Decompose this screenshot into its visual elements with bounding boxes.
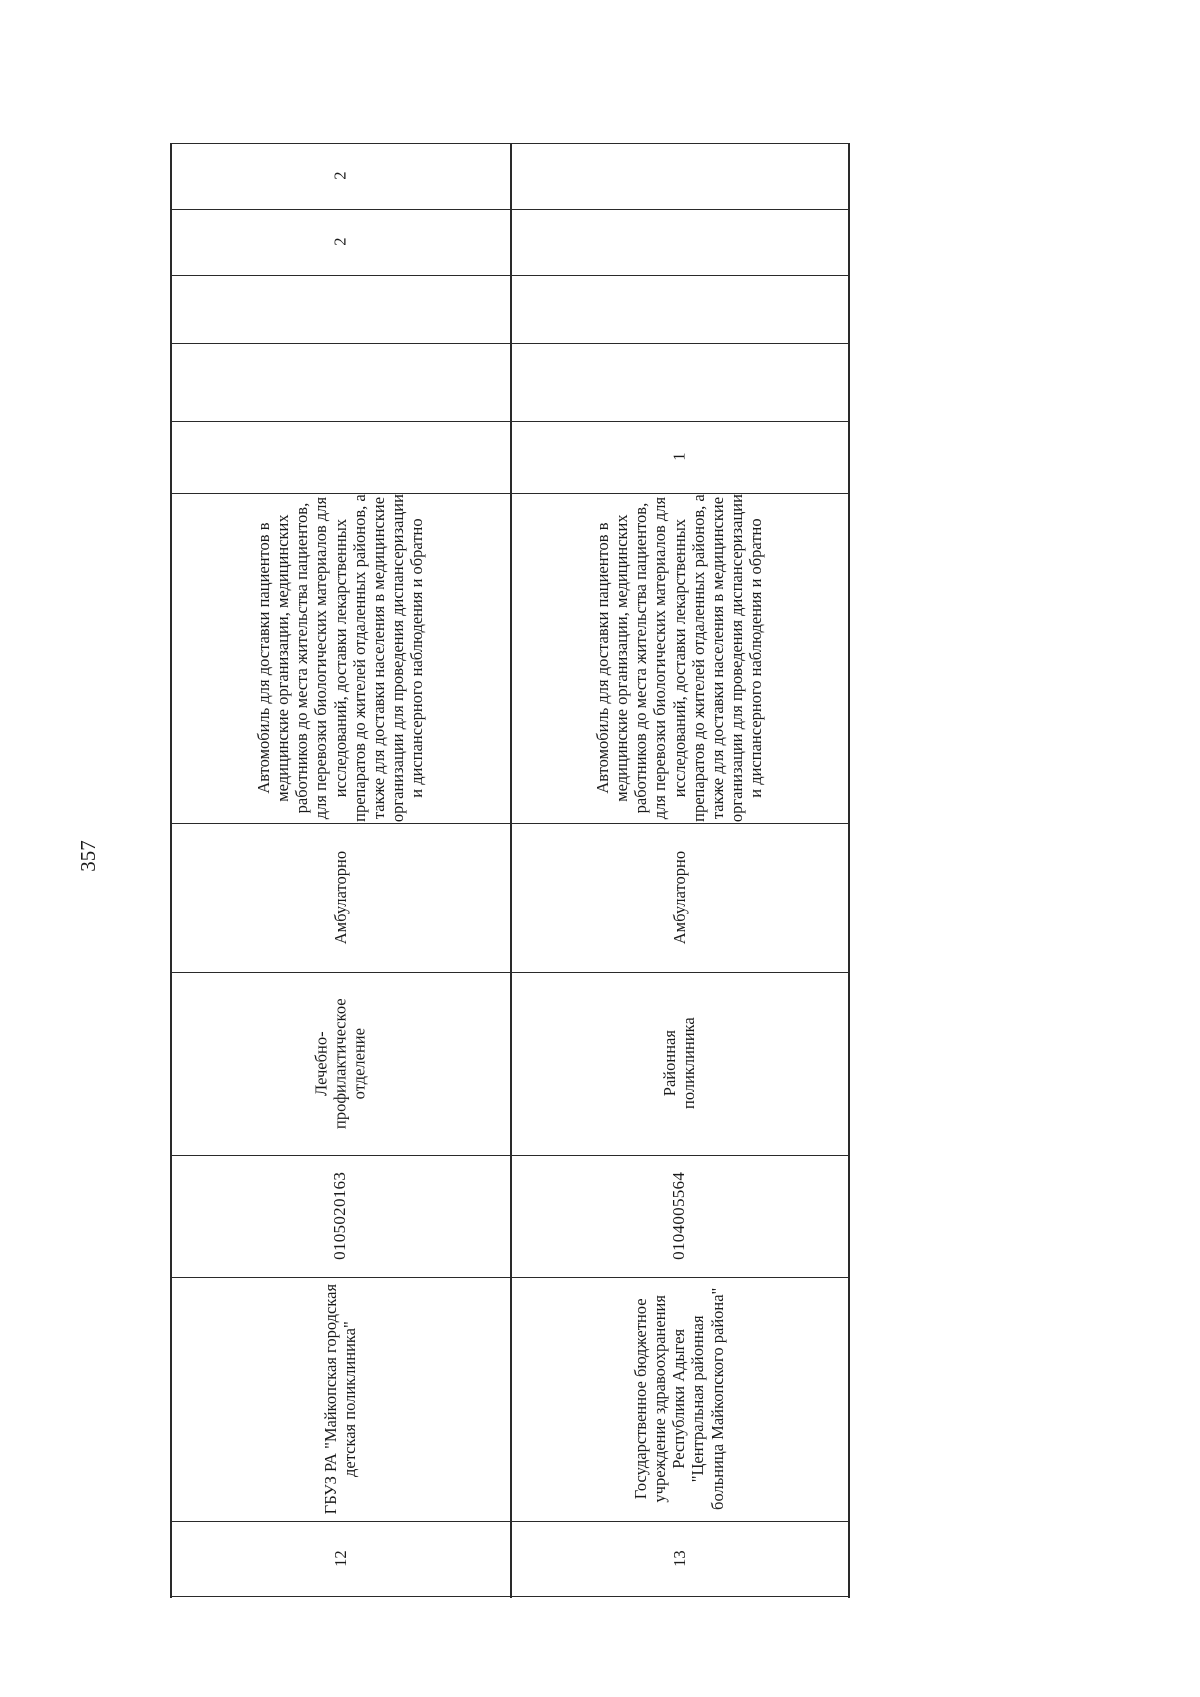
row-number: 13 [669,1550,689,1567]
row-number: 12 [330,1550,350,1567]
quantity-cell: 2 [330,237,350,247]
page-number: 357 [76,840,100,872]
quantity-cell: 2 [330,171,350,181]
organization-name: Государственное бюджетное учреждение здравоохранения Республики Адыгея "Центральная районная больница Майкопского района" [631,1287,727,1511]
organization-name: ГБУЗ РА "Майкопская городская детская поликлиника" [320,1283,359,1515]
organization-code: 0104005564 [669,1172,689,1260]
organization-code: 0105020163 [330,1172,350,1260]
department-name: Районная поликлиника [659,1017,698,1110]
vehicle-description: Автомобиль для доставки пациентов в медицинские организации, медицинских работников до места жительства пациентов, для перевозки биологических материалов для исследований, доставки лекарственных препаратов до жителей отдаленных районов, а также для доставки населения в медицинские организации для проведения диспансеризации и диспансерного наблюдения и обратно [592,493,765,823]
care-conditions: Амбулаторно [330,850,350,945]
care-conditions: Амбулаторно [669,850,689,945]
quantity-cell: 1 [669,452,689,462]
vehicle-description: Автомобиль для доставки пациентов в медицинские организации, медицинских работников до места жительства пациентов, для перевозки биологических материалов для исследований, доставки лекарственных препаратов до жителей отдаленных районов, а также для доставки населения в медицинские организации для проведения диспансеризации и диспансерного наблюдения и обратно [253,493,426,823]
data-table [170,143,850,1598]
department-name: Лечебно-профилактическое отделение [311,998,369,1129]
